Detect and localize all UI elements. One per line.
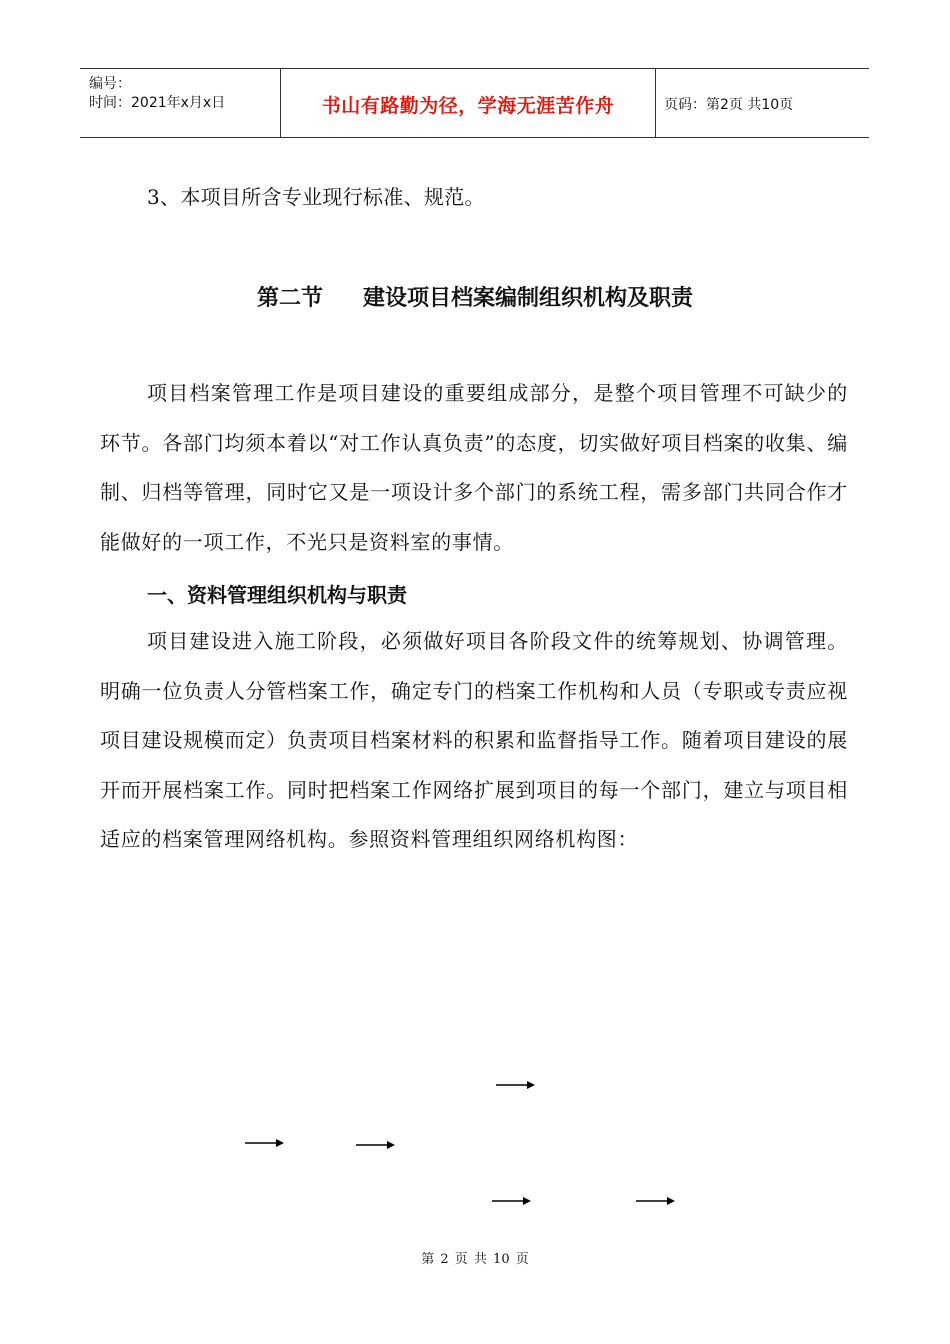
subsection-heading: 一、资料管理组织机构与职责 [147,583,407,607]
right-arrow-icon [496,1079,536,1091]
right-arrow-icon [492,1195,532,1207]
standards-item: 3、本项目所含专业现行标准、规范。 [147,185,485,209]
section-heading [0,281,950,312]
right-arrow-icon [636,1195,676,1207]
right-arrow-icon [245,1137,285,1149]
intro-paragraph: 项目档案管理工作是项目建设的重要组成部分，是整个项目管理不可缺少的环节。各部门均须本着以“对工作认真负责”的态度，切实做好项目档案的收集、编制、归档等管理，同时它又是一项设计多个部门的系统工程，需多部门共同合作才能做好的一项工作，不光只是资料室的事情。 [100,381,848,554]
section-label: 第二节 [256,286,323,311]
header-meta-cell [80,69,280,137]
header-motto: 书山有路勤为径，学海无涯苦作舟 [321,95,615,117]
header-page-info: 页码：第2页 共10页 [664,97,794,113]
right-arrow-icon [356,1139,396,1151]
header-page-cell [655,69,869,137]
document-number-label: 编号： [89,76,131,92]
page-footer: 第 2 页 共 10 页 [421,1252,529,1267]
header-motto-cell [280,69,656,137]
document-time-label: 时间：2021年x月x日 [89,95,226,111]
section-title: 建设项目档案编制组织机构及职责 [363,286,694,311]
organization-paragraph: 项目建设进入施工阶段，必须做好项目各阶段文件的统筹规划、协调管理。明确一位负责人分管档案工作，确定专门的档案工作机构和人员（专职或专责应视项目建设规模而定）负责项目档案材料的积累和监督指导工作。随着项目建设的展开而开展档案工作。同时把档案工作网络扩展到项目的每一个部门，建立与项目相适应的档案管理网络机构。参照资料管理组织网络机构图： [100,629,848,851]
page-header [80,68,869,138]
